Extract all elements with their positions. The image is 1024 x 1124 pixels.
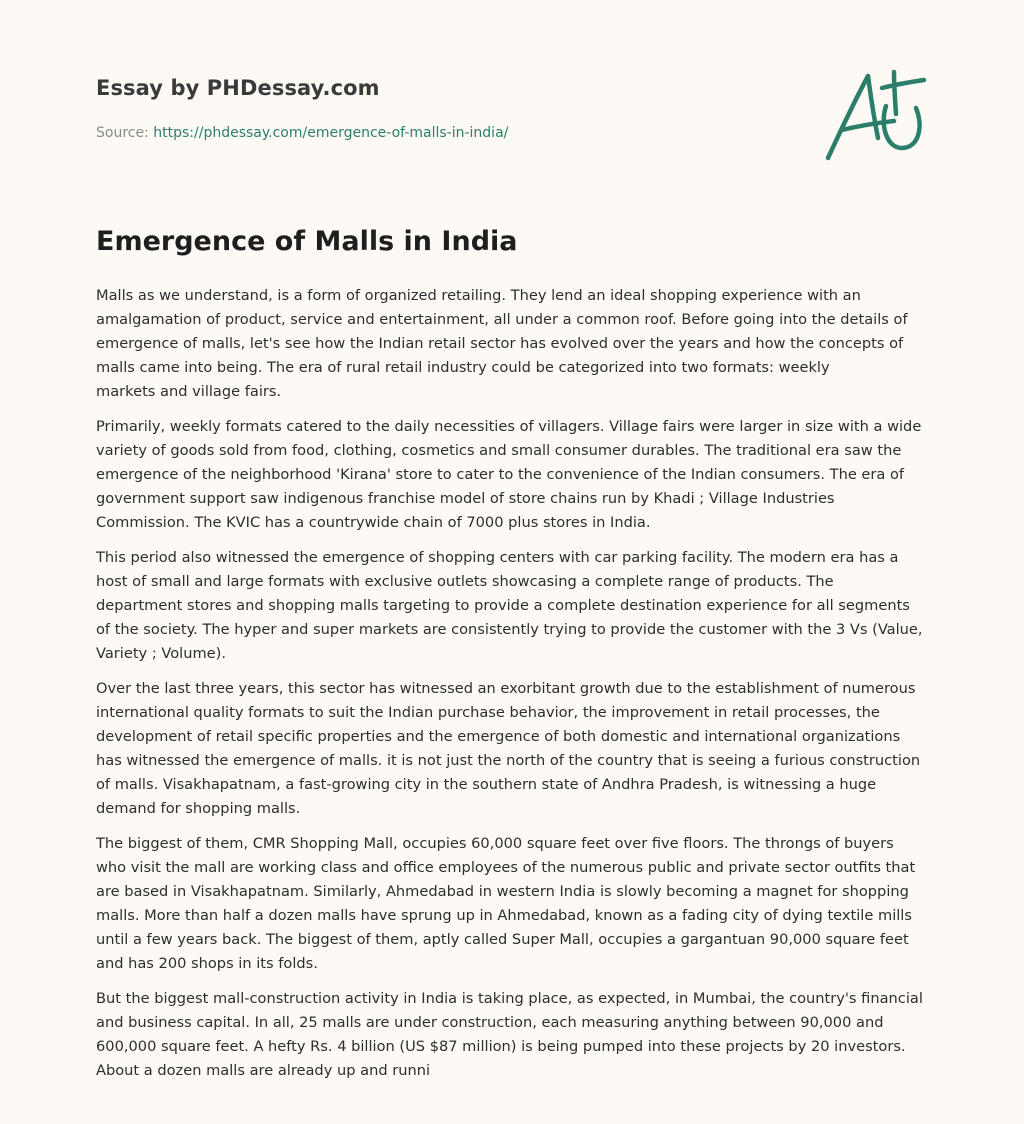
- essay-body: [96, 284, 928, 1094]
- essay-paragraph: Primarily, weekly formats catered to the daily necessities of villagers. Village fairs were larger in size with a wide variety of goods sold from food, clothing, cosmetics and small consumer durables. The traditional era saw the emergence of the neighborhood 'Kirana' store to cater to the convenience of the Indian consumers. The era of government support saw indigenous franchise model of store chains run by Khadi ; Village Industries Commission. The KVIC has a countrywide chain of 7000 plus stores in India.: [96, 418, 922, 531]
- essay-title: Emergence of Malls in India: [96, 226, 518, 257]
- site-brand: Essay by PHDessay.com: [96, 76, 380, 100]
- source-label: Source:: [96, 125, 149, 141]
- a-plus-logo-icon: [824, 66, 928, 164]
- source-line: [96, 125, 508, 141]
- essay-paragraph: This period also witnessed the emergence of shopping centers with car parking facility. The modern era has a host of small and large formats with exclusive outlets showcasing a complete range of products. The department stores and shopping malls targeting to provide a complete destination experience for all segments of the society. The hyper and super markets are consistently trying to provide the customer with the 3 Vs (Value, Variety ; Volume).: [96, 549, 923, 662]
- essay-paragraph: Over the last three years, this sector has witnessed an exorbitant growth due to the establishment of numerous international quality formats to suit the Indian purchase behavior, the improvement in retail processes, the development of retail specific properties and the emergence of both domestic and international organizations has witnessed the emergence of malls. it is not just the north of the country that is seeing a furious construction of malls. Visakhapatnam, a fast-growing city in the southern state of Andhra Pradesh, is witnessing a huge demand for shopping malls.: [96, 680, 921, 817]
- essay-paragraph: But the biggest mall-construction activity in India is taking place, as expected, in Mumbai, the country's financial and business capital. In all, 25 malls are under construction, each measuring anything between 90,000 and 600,000 square feet. A hefty Rs. 4 billion (US $87 million) is being pumped into these projects by 20 investors. About a dozen malls are already up and runni: [96, 990, 923, 1079]
- source-link[interactable]: https://phdessay.com/emergence-of-malls-in-india/: [153, 125, 509, 141]
- essay-paragraph: The biggest of them, CMR Shopping Mall, occupies 60,000 square feet over five floors. The throngs of buyers who visit the mall are working class and office employees of the numerous public and private sector outfits that are based in Visakhapatnam. Similarly, Ahmedabad in western India is slowly becoming a magnet for shopping malls. More than half a dozen malls have sprung up in Ahmedabad, known as a fading city of dying textile mills until a few years back. The biggest of them, aptly called Super Mall, occupies a gargantuan 90,000 square feet and has 200 shops in its folds.: [96, 835, 916, 972]
- essay-paragraph: Malls as we understand, is a form of organized retailing. They lend an ideal shopping experience with an amalgamation of product, service and entertainment, all under a common roof. Before going into the details of emergence of malls, let's see how the Indian retail sector has evolved over the years and how the concepts of malls came into being. The era of rural retail industry could be categorized into two formats: weekly markets and village fairs.: [96, 287, 908, 400]
